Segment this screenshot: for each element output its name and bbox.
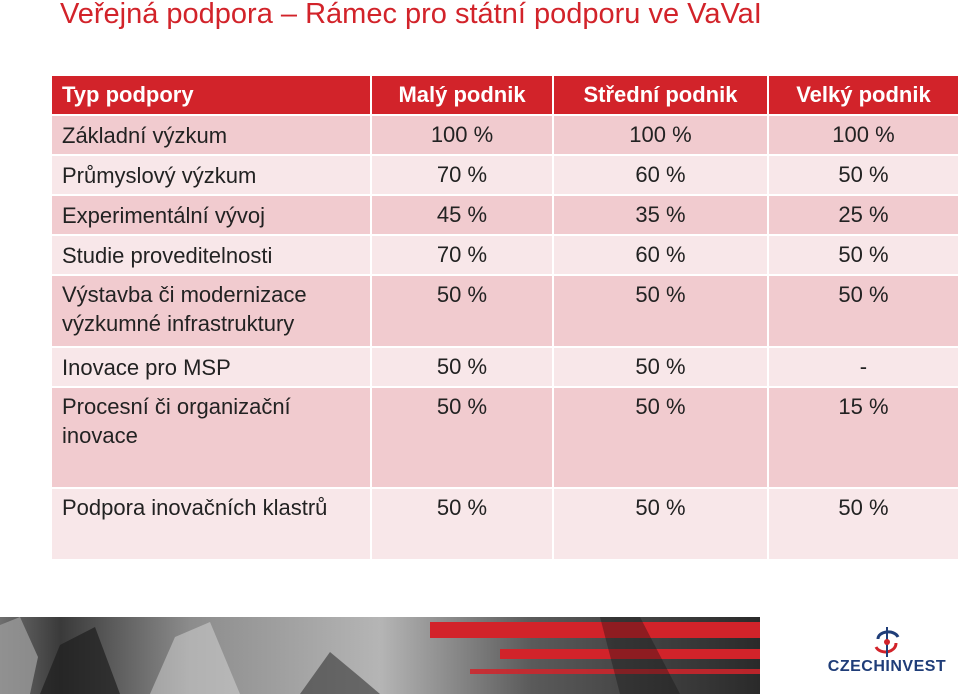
cell-medium: 50 % [554, 489, 767, 559]
table-header-row [52, 76, 958, 114]
row-label: Podpora inovačních klastrů [52, 489, 370, 559]
footer-banner-graphic [0, 617, 760, 694]
header-support-type: Typ podpory [52, 76, 370, 114]
cell-medium: 50 % [554, 348, 767, 386]
cell-medium: 100 % [554, 116, 767, 154]
cell-large: 100 % [769, 116, 958, 154]
cell-large: 25 % [769, 196, 958, 234]
row-label: Studie proveditelnosti [52, 236, 370, 274]
cell-large: 50 % [769, 276, 958, 346]
footer-photo-banner [0, 617, 760, 694]
cell-large: - [769, 348, 958, 386]
table-row [52, 276, 958, 346]
cell-large: 15 % [769, 388, 958, 487]
cell-medium: 60 % [554, 156, 767, 194]
cell-small: 50 % [372, 276, 552, 346]
header-small-enterprise: Malý podnik [372, 76, 552, 114]
cell-small: 45 % [372, 196, 552, 234]
row-label: Procesní či organizační inovace [52, 388, 370, 487]
table-row [52, 196, 958, 234]
czechinvest-logo-icon [822, 625, 952, 659]
cell-small: 50 % [372, 348, 552, 386]
table-row [52, 116, 958, 154]
cell-small: 70 % [372, 236, 552, 274]
cell-small: 100 % [372, 116, 552, 154]
page-title: Veřejná podpora – Rámec pro státní podporu ve VaVaI [60, 0, 762, 30]
header-large-enterprise: Velký podnik [769, 76, 958, 114]
row-label: Inovace pro MSP [52, 348, 370, 386]
cell-small: 50 % [372, 489, 552, 559]
table-row [52, 236, 958, 274]
cell-medium: 35 % [554, 196, 767, 234]
table-row [52, 156, 958, 194]
row-label: Průmyslový výzkum [52, 156, 370, 194]
table-row [52, 489, 958, 559]
cell-small: 50 % [372, 388, 552, 487]
table-row [52, 348, 958, 386]
cell-large: 50 % [769, 156, 958, 194]
czechinvest-logo [822, 625, 952, 685]
support-intensity-table [50, 74, 960, 561]
cell-medium: 50 % [554, 388, 767, 487]
logo-wordmark: CZECHINVEST [827, 658, 947, 675]
row-label: Výstavba či modernizace výzkumné infrastruktury [52, 276, 370, 346]
row-label: Experimentální vývoj [52, 196, 370, 234]
row-label: Základní výzkum [52, 116, 370, 154]
table-row [52, 388, 958, 487]
cell-large: 50 % [769, 236, 958, 274]
cell-large: 50 % [769, 489, 958, 559]
header-medium-enterprise: Střední podnik [554, 76, 767, 114]
cell-medium: 50 % [554, 276, 767, 346]
cell-small: 70 % [372, 156, 552, 194]
cell-medium: 60 % [554, 236, 767, 274]
